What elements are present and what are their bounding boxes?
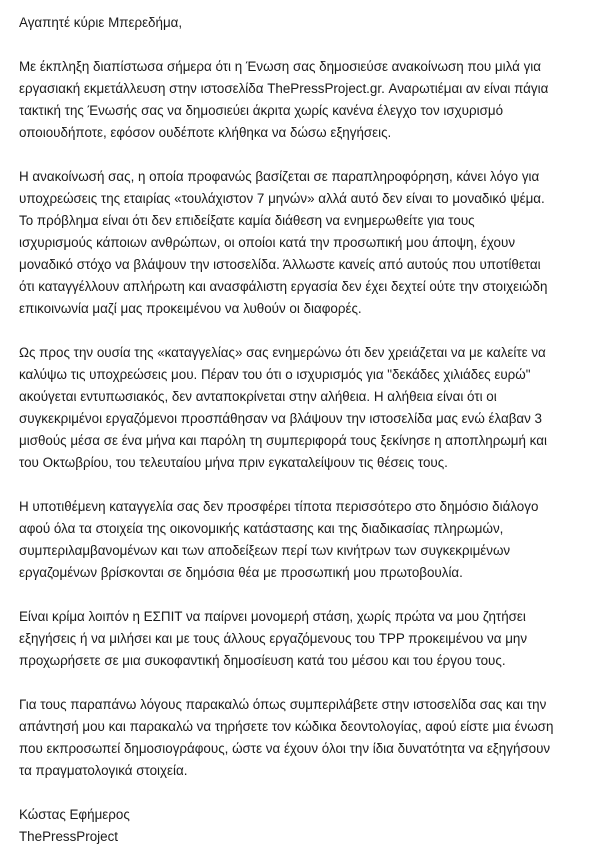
paragraph-2: Η ανακοίνωσή σας, η οποία προφανώς βασίζεται σε παραπληροφόρηση, κάνει λόγο για υποχρεώσεις της εταιρίας «τουλάχιστον 7 μηνών» αλλά αυτό δεν είναι το μοναδικό ψέμα. Το πρόβλημα είναι ότι δεν επιδείξατε καμία διάθεση να ενημερωθείτε για τους ισχυρισμούς κάποιων ανθρώπων, οι οποίοι κατά την προσωπική μου άποψη, έχουν μοναδικό στόχο να βλάψουν την ιστοσελίδα. Άλλωστε κανείς από αυτούς που υποτίθεται ότι καταγγέλλουν απλήρωτη και ανασφάλιστη εργασία δεν έχει δεχτεί ούτε την στοιχειώδη επικοινωνία μαζί μας προκειμένου να λυθούν οι διαφορές. (19, 169, 548, 316)
paragraph-3: Ως προς την ουσία της «καταγγελίας» σας ενημερώνω ότι δεν χρειάζεται να με καλείτε να καλύψω τις υποχρεώσεις μου. Πέραν του ότι ο ισχυρισμός για "δεκάδες χιλιάδες ευρώ" ακούγεται εντυπωσιακός, δεν ανταποκρίνεται στην αλήθεια. Η αλήθεια είναι ότι οι συγκεκριμένοι εργαζόμενοι προσπάθησαν να βλάψουν την ιστοσελίδα μας ενώ έλαβαν 3 μισθούς μέσα σε ένα μήνα και παρόλη τη συμπεριφορά τους ξεκίνησε η αποπληρωμή και του Οκτωβρίου, του τελευταίου μήνα πριν εγκαταλείψουν τις θέσεις τους. (19, 345, 547, 470)
paragraph-1: Με έκπληξη διαπίστωσα σήμερα ότι η Ένωση σας δημοσιεύσε ανακοίνωση που μιλά για εργασιακή εκμετάλλευση στην ιστοσελίδα ThePressProject.gr. Αναρωτιέμαι αν είναι πάγια τακτική της Ένωσής σας να δημοσιεύει άκριτα χωρίς κανένα έλεγχο τον ισχυρισμό οποιουδήποτε, εφόσον ουδέποτε κλήθηκα να δώσω εξηγήσεις. (19, 59, 549, 140)
paragraph-4: Η υποτιθέμενη καταγγελία σας δεν προσφέρει τίποτα περισσότερο στο δημόσιο διάλογο αφού όλα τα στοιχεία της οικονομικής κατάστασης και της διαδικασίας πληρωμών, συμπεριλαμβανομένων και των αποδείξεων περί των κινήτρων των συγκεκριμένων εργαζομένων βρίσκονται σε δημόσια θέα με προσωπική μου πρωτοβουλία. (19, 499, 539, 580)
signature-name: Κώστας Εφήμερος (19, 807, 130, 822)
paragraph-6: Για τους παραπάνω λόγους παρακαλώ όπως συμπεριλάβετε στην ιστοσελίδα σας και την απάντησή μου και παρακαλώ να τηρήσετε τον κώδικα δεοντολογίας, αφού είστε μια ένωση που εκπροσωπεί δημοσιογράφους, ώστε να έχουν όλοι την ίδια δυνατότητα να εξηγήσουν τα πραγματολογικά στοιχεία. (19, 697, 554, 778)
salutation: Αγαπητέ κύριε Μπερεδήμα, (19, 15, 183, 30)
paragraph-5: Είναι κρίμα λοιπόν η ΕΣΠΙΤ να παίρνει μονομερή στάση, χωρίς πρώτα να μου ζητήσει εξηγήσεις ή να μιλήσει και με τους άλλους εργαζόμενους του TPP προκειμένου να μην προχωρήσετε σε μια συκοφαντική δημοσίευση κατά του μέσου και του έργου τους. (19, 609, 528, 668)
signature-block (19, 804, 599, 848)
signature-organization: ThePressProject (19, 829, 118, 844)
letter-body (19, 12, 599, 848)
